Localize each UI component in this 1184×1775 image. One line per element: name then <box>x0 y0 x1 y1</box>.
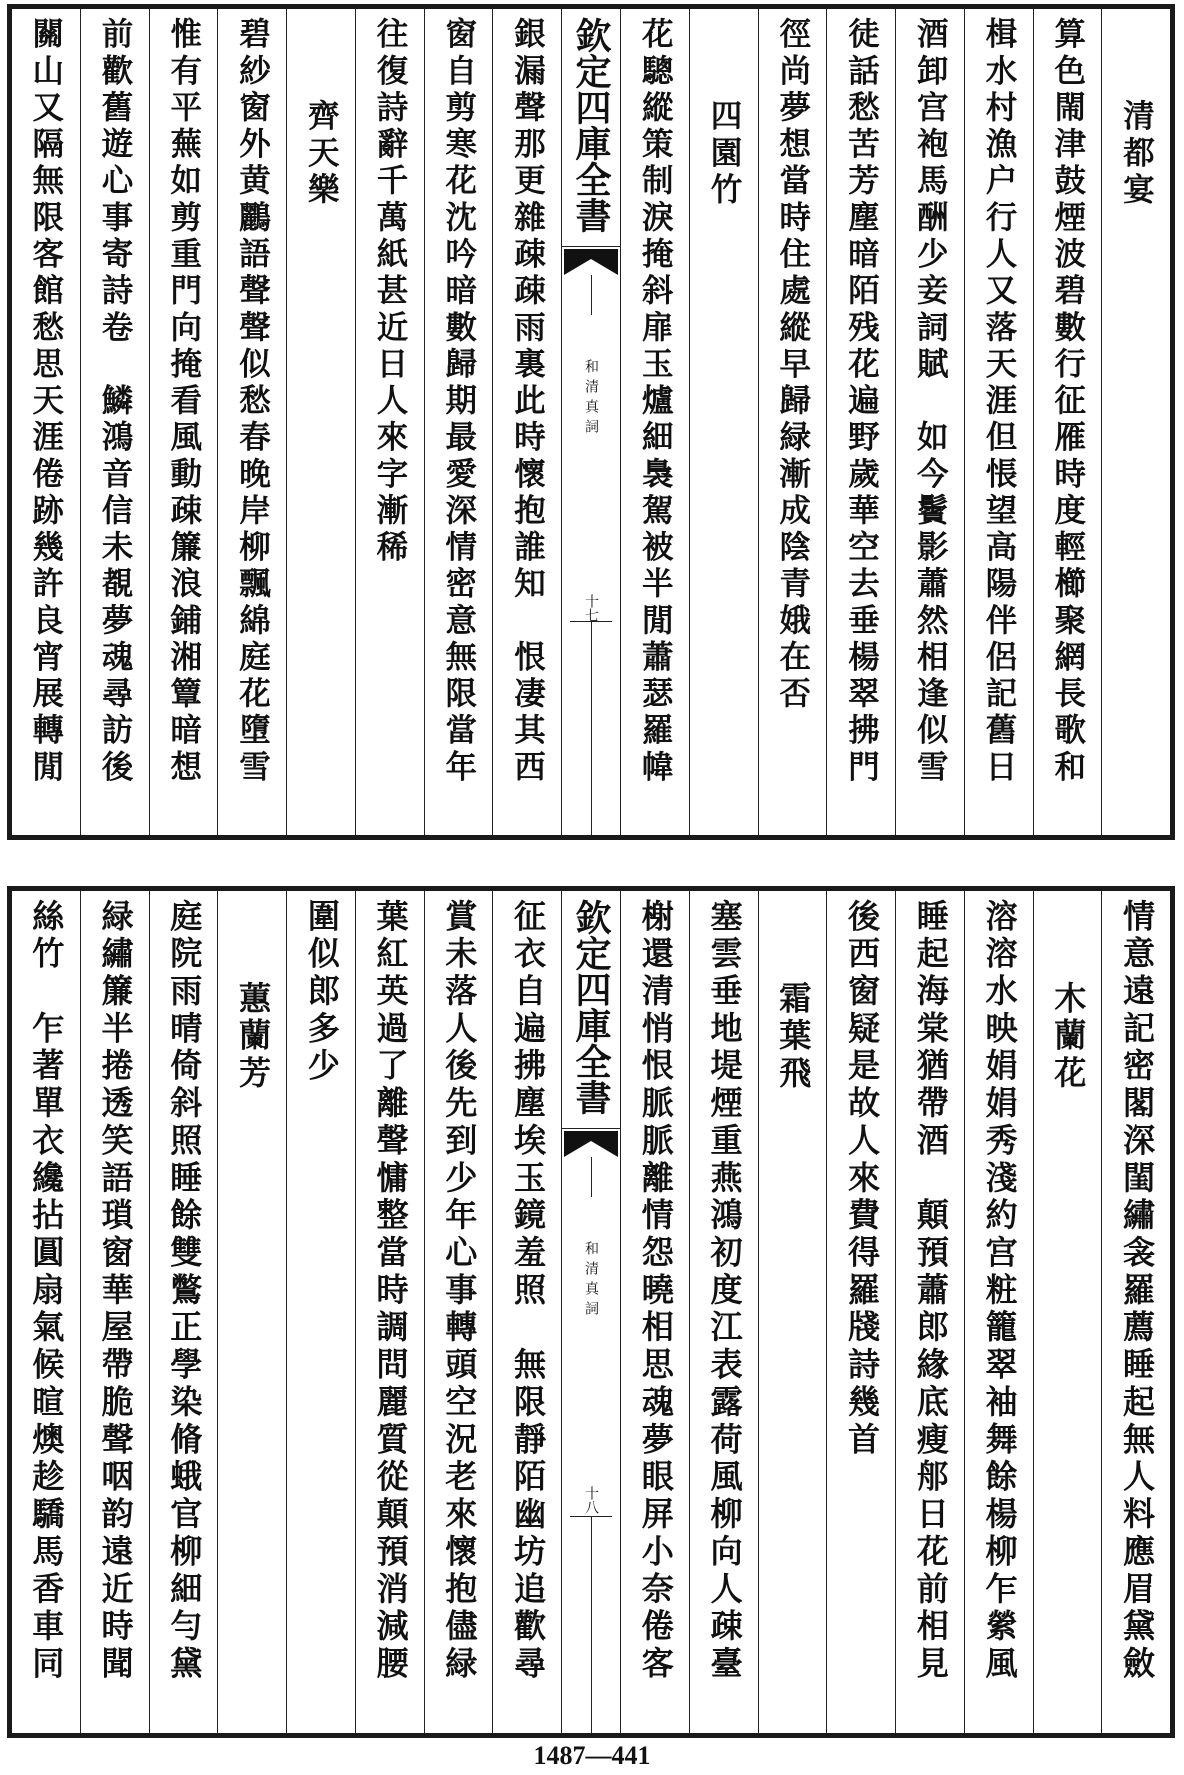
tune-title-column <box>1033 891 1102 1733</box>
gutter-book-subtitle: 和清真詞 <box>583 359 599 439</box>
tune-title: 霜葉飛 <box>774 981 813 1094</box>
verse-line: 楫水村漁户行人又落天涯但悵望高陽伴侶記舊日 <box>980 17 1018 787</box>
gutter-center-line <box>591 1157 592 1197</box>
text-column <box>355 9 424 835</box>
verse-line: 花驄縱策制淚掩斜扉玉爐細裊駕被半閒蕭瑟羅幃 <box>637 17 675 787</box>
verse-line: 窗自剪寒花沈吟暗數歸期最愛深情密意無限當年 <box>440 17 478 787</box>
verse-line: 葉紅英過了離聲慵整當時調問麗質從顛預消減腰 <box>371 899 410 1684</box>
gutter-lower-line <box>591 1516 592 1733</box>
verse-line: 徒話愁苦芳塵暗陌残花遍野歲華空去垂楊翠拂門 <box>843 17 881 787</box>
text-columns <box>12 9 1170 835</box>
tune-title: 木蘭花 <box>1049 981 1088 1094</box>
page-footer-number: 1487—441 <box>533 1741 651 1770</box>
gutter-page-number: 十七 <box>583 594 599 622</box>
verse-line: 銀漏聲那更雜疎疎雨裏此時懷抱誰知 恨凄其西 <box>509 17 547 787</box>
text-column <box>826 891 895 1733</box>
tune-title: 齊天樂 <box>303 99 341 209</box>
text-column <box>80 891 149 1733</box>
text-column <box>355 891 424 1733</box>
text-column <box>149 891 218 1733</box>
verse-line: 徑尚夢想當時住處縱早歸緑漸成陰青娥在否 <box>774 17 812 713</box>
text-column <box>286 891 355 1733</box>
verse-line: 征衣自遍拂塵埃玉鏡羞照 無限靜陌幽坊追歡尋 <box>509 899 548 1684</box>
verse-line: 情意遠記密閣深閨繡衾羅薦睡起無人料應眉黛斂 <box>1118 899 1157 1684</box>
text-column <box>689 891 758 1733</box>
verse-line: 絲竹 乍著單衣纔拈圓扇氣候暄燠趁驕馬香車同 <box>27 899 66 1684</box>
tune-title-column <box>1101 9 1170 835</box>
verse-line: 溶溶水映娟娟秀淺約宫粧籠翠袖舞餘楊柳乍縈風 <box>980 899 1019 1684</box>
text-column <box>11 9 80 835</box>
verse-line: 關山又隔無限客館愁思天涯倦跡幾許良宵展轉閒 <box>27 17 65 787</box>
text-column <box>492 891 561 1733</box>
text-columns <box>12 891 1170 1733</box>
fishtail-mark-icon <box>562 1131 620 1157</box>
text-column <box>217 9 286 835</box>
gutter-banner-title: 欽定四庫全書 <box>562 891 620 1129</box>
tune-title: 清都宴 <box>1118 99 1156 209</box>
gutter-book-subtitle: 和清真詞 <box>583 1241 599 1321</box>
verse-line: 往復詩辭千萬紙甚近日人來字漸稀 <box>371 17 409 567</box>
verse-line: 緑繡簾半捲透笑語瑣窗華屋帶脆聲咽韵遠近時聞 <box>96 899 135 1684</box>
text-column <box>149 9 218 835</box>
verse-line: 前歡舊遊心事寄詩卷 鱗鴻音信未覩夢魂尋訪後 <box>96 17 134 787</box>
gutter-banner-title: 欽定四庫全書 <box>562 9 620 247</box>
verse-line: 圍似郎多少 <box>302 899 341 1086</box>
tune-title-column <box>689 9 758 835</box>
text-column <box>80 9 149 835</box>
text-column <box>758 9 827 835</box>
text-column <box>964 9 1033 835</box>
verse-line: 碧紗窗外黄鸝語聲聲似愁春晚岸柳飄綿庭花墮雪 <box>234 17 272 787</box>
tune-title: 蕙蘭芳 <box>234 981 273 1094</box>
text-column <box>620 9 689 835</box>
text-column <box>424 9 493 835</box>
verse-line: 後西窗疑是故人來費得羅牋詩幾首 <box>843 899 882 1460</box>
text-column <box>424 891 493 1733</box>
fishtail-mark-icon <box>562 249 620 275</box>
verse-line: 惟有平蕪如剪重門向掩看風動疎簾浪鋪湘簟暗想 <box>165 17 203 787</box>
bottom-page <box>7 886 1175 1738</box>
tune-title: 四園竹 <box>705 99 743 209</box>
center-gutter <box>561 9 620 835</box>
tune-title-column <box>286 9 355 835</box>
text-column <box>1101 891 1170 1733</box>
tune-title-column <box>217 891 286 1733</box>
text-column <box>895 9 964 835</box>
gutter-page-number: 十八 <box>583 1486 599 1514</box>
verse-line: 賞未落人後先到少年心事轉頭空況老來懷抱儘緑 <box>440 899 479 1684</box>
text-column <box>964 891 1033 1733</box>
text-column <box>492 9 561 835</box>
text-column <box>895 891 964 1733</box>
verse-line: 榭還清悄恨脈脈離情怨曉相思魂夢眼屏小奈倦客 <box>636 899 675 1684</box>
top-page <box>7 4 1175 840</box>
verse-line: 塞雲垂地堤煙重燕鴻初度江表露荷風柳向人疎臺 <box>705 899 744 1684</box>
verse-line: 酒卸宫袍馬酬少妾詞賦 如今鬢影蕭然相逢似雪 <box>912 17 950 787</box>
gutter-lower-line <box>591 621 592 835</box>
gutter-center-line <box>591 275 592 315</box>
tune-title-column <box>758 891 827 1733</box>
text-column <box>826 9 895 835</box>
text-column <box>11 891 80 1733</box>
verse-line: 睡起海棠猶帶酒 顛預蕭郎緣底瘦郍日花前相見 <box>911 899 950 1684</box>
center-gutter <box>561 891 620 1733</box>
text-column <box>620 891 689 1733</box>
verse-line: 算色閙津鼓煙波碧數行征雁時度輕櫛聚網長歌和 <box>1049 17 1087 787</box>
verse-line: 庭院雨晴倚斜照睡餘雙鷩正學染脩蛾官柳細勻黛 <box>165 899 204 1684</box>
text-column <box>1033 9 1102 835</box>
